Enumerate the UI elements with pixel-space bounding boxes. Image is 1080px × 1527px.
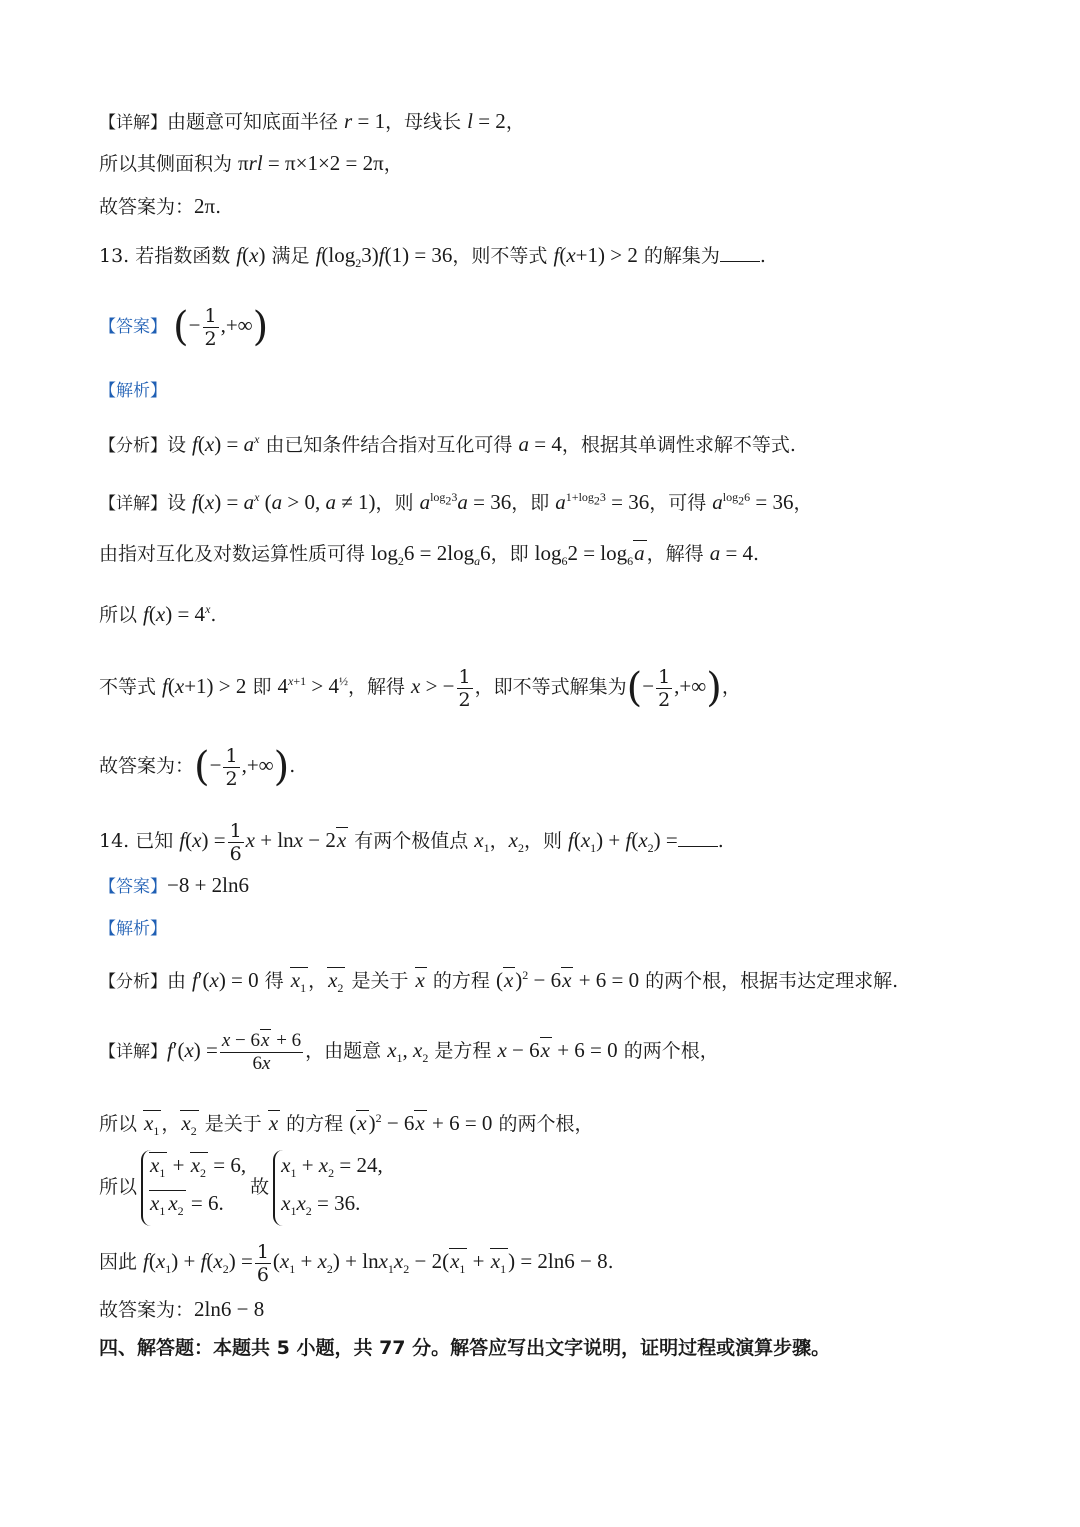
text-line: 因此 $f(x_1) + f(x_2)$ = $\frac{1}{6}$ $(x_1 + x_2) + \ln x_1x_2 - 2(x_1 + x_1) = 2\ln 6 - 8$. bbox=[99, 1240, 614, 1286]
jiexi-14: 【解析】 bbox=[99, 919, 167, 939]
answer-13: 【答案】 (− $\frac{1}{2}$ ,+∞) bbox=[99, 304, 269, 350]
text-line: 故答案为：2ln6 − 8 bbox=[99, 1297, 265, 1321]
equation-system: 所以 $x_1 + x_2 = 6$, $x_1$ $x_2 = 6$. 故 $x_1 + x_2 = 24$, $x_1x_2 = 36$. bbox=[99, 1150, 387, 1226]
answer-blank bbox=[720, 243, 760, 262]
text-line: 所以 $f(x) = 4^x$. bbox=[99, 602, 217, 626]
question-13: 13. 若指数函数 f(x) 满足 $f(\log_23)f(1) = 36$，则不等式 f(x+1) > 2 的解集为 . bbox=[99, 243, 766, 271]
detail-14: 【详解】f′(x) = $\frac{x - 6x + 6}{6x}$ ，由题意 $x_1$, $x_2$ 是方程 x − 6x + 6 = 0 的两个根， bbox=[99, 1029, 719, 1074]
question-14: 14. 已知 f(x) = $\frac{1}{6}$ x + lnx − 2x 有两个极值点 $x_1$，$x_2$，则 $f(x_1) + f(x_2)$ = . bbox=[99, 819, 724, 865]
text-line: 由指对互化及对数运算性质可得 $\log_26 = 2\log_a6$，即 $\log_62 = \log_6a$ ，解得 a = 4. bbox=[99, 541, 760, 569]
analysis-13: 【分析】设 $f(x) = a^x$ 由已知条件结合指对互化可得 a = 4，根据其单调性求解不等式. bbox=[99, 432, 796, 456]
jiexi-13: 【解析】 bbox=[99, 381, 167, 401]
answer-blank bbox=[678, 828, 718, 847]
detail-13: 【详解】设 $f(x) = a^x$ (a > 0, a ≠ 1)，则 $a^{log_23}a = 36$，即 $a^{1+log_23} = 36$，可得 $a^{log_26} = 36$， bbox=[99, 490, 813, 514]
text-line: 所以其侧面积为 πrl = π×1×2 = 2π， bbox=[99, 151, 403, 175]
text-line: 故答案为：2π. bbox=[99, 194, 222, 218]
text-line: 故答案为：(− $\frac{1}{2}$ ,+∞). bbox=[99, 744, 296, 790]
analysis-14: 【分析】由 f′(x) = 0 得 $x_1$ ，$x_2$ 是关于 x 的方程 $(x)^2 - 6x + 6 = 0$ 的两个根，根据韦达定理求解. bbox=[99, 968, 899, 996]
text-line: 不等式 f(x+1) > 2 即 $4^{x+1} > 4^{\frac{1}{2}}$，解得 x > − $\frac{1}{2}$ ，即不等式解集为(− $\frac{1}{2}$ ,+∞)， bbox=[99, 665, 741, 711]
section-heading: 四、解答题：本题共 5 小题，共 77 分。解答应写出文字说明，证明过程或演算步骤。 bbox=[99, 1337, 831, 1359]
text-line: 所以 $x_1$ ，$x_2$ 是关于 x 的方程 $(x)^2 - 6x + 6 = 0$ 的两个根， bbox=[99, 1111, 594, 1139]
text-line: 【详解】由题意可知底面半径 r = 1，母线长 l = 2， bbox=[99, 109, 525, 133]
answer-14: 【答案】−8 + 2ln6 bbox=[99, 873, 250, 897]
